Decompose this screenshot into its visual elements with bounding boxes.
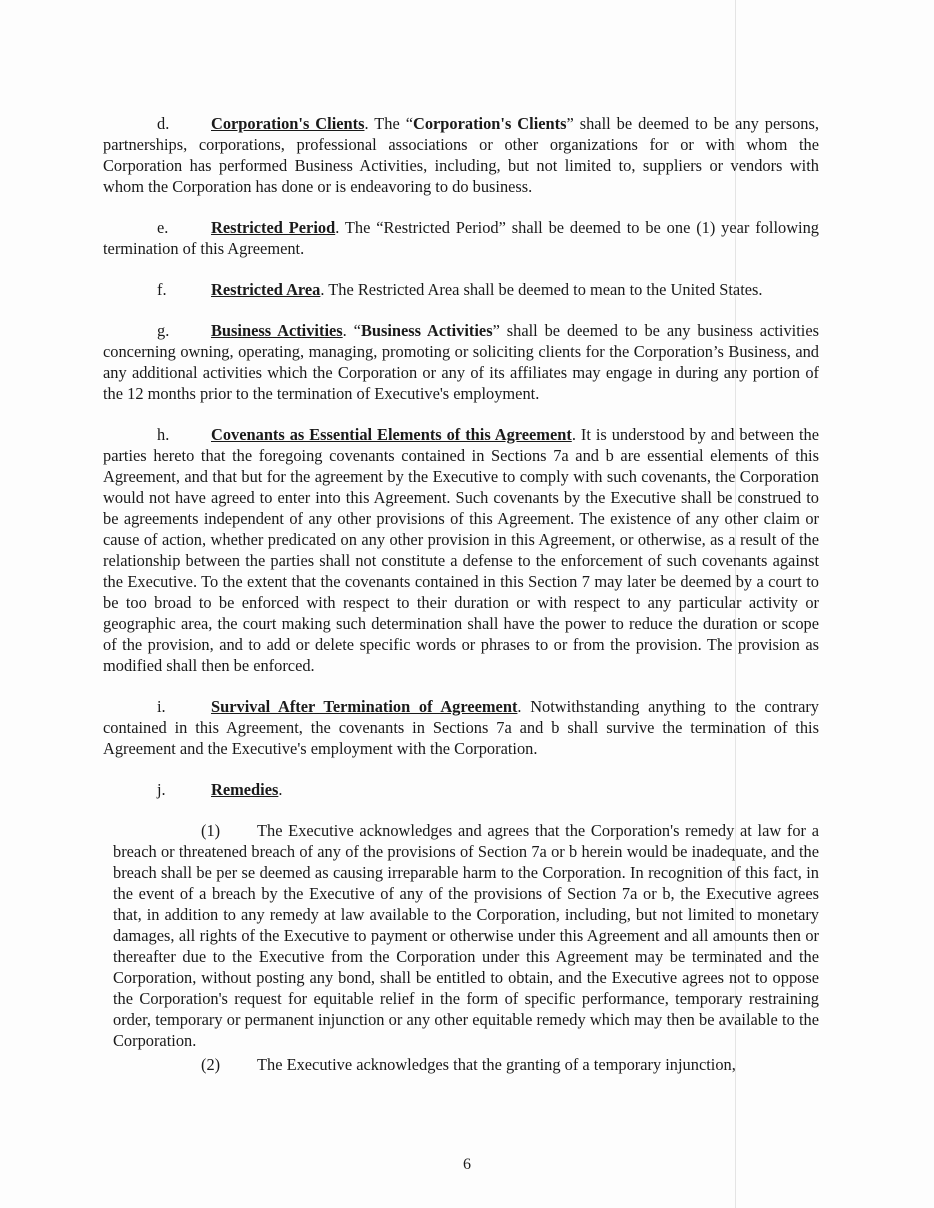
section-h: h. Covenants as Essential Elements of this Agreement. It is understood by and between the parties hereto that the foregoing covenants contained in Sections 7a and b are essential elements of this Agreement, and that but for the agreement by the Executive to comply with such covenants, the Corporation would not have agreed to enter into this Agreement. Such covenants by the Executive shall be construed to be agreements independent of any other provisions of this Agreement. The existence of any other claim or cause of action, whether predicated on any other provision in this Agreement, or otherwise, as a result of the relationship between the parties shall not constitute a defense to the enforcement of such covenants against the Executive. To the extent that the covenants contained in this Section 7 may later be deemed by a court to be too broad to be enforced with respect to their duration or with respect to any particular activity or geographic area, the court making such determination shall have the power to reduce the duration or scope of the provision, and to add or delete specific words or phrases to or from the provision. The provision as modified shall then be enforced. [103, 425, 819, 675]
page-number: 6 [463, 1156, 471, 1173]
subsection-text: The Executive acknowledges that the granting of a temporary injunction, [257, 1055, 736, 1074]
section-marker: g. [157, 321, 170, 340]
document-body [103, 113, 819, 1075]
subsection-marker: (1) [201, 821, 221, 840]
section-d: d. Corporation's Clients. The “Corporation's Clients” shall be deemed to be any persons, partnerships, corporations, professional associations or other organizations for or with whom the Corporation has performed Business Activities, including, but not limited to, suppliers or vendors with whom the Corporation has done or is endeavoring to do business. [103, 114, 819, 196]
section-text: ” shall be deemed to be any persons, partnerships, corporations, professional associations or other organizations for or with whom the Corporation has performed Business Activities, including, but not limited to, suppliers or vendors with whom the Corporation has done or is endeavoring to do business. [103, 114, 819, 196]
section-text: The Restricted Area shall be deemed to mean to the United States. [328, 280, 763, 299]
section-f: f. Restricted Area. The Restricted Area shall be deemed to mean to the United States. [103, 279, 819, 300]
section-marker: f. [157, 280, 167, 299]
section-heading: Business Activities [211, 321, 343, 340]
section-j: j. Remedies. [103, 779, 819, 800]
section-heading: Survival After Termination of Agreement [211, 697, 518, 716]
section-i: i. Survival After Termination of Agreement. Notwithstanding anything to the contrary contained in this Agreement, the covenants in Sections 7a and b shall survive the termination of this Agreement and the Executive's employment with the Corporation. [103, 697, 819, 758]
defined-term: Corporation's Clients [413, 114, 567, 133]
section-heading: Covenants as Essential Elements of this Agreement [211, 425, 572, 444]
defined-term: Business Activities [360, 321, 493, 340]
section-text: Notwithstanding anything to the contrary contained in this Agreement, the covenants in Sections 7a and b shall survive the termination of this Agreement and the Executive's employment with the Corporation. [103, 697, 819, 758]
section-text: The “Restricted Period” shall be deemed to be one (1) year following termination of this Agreement. [103, 218, 819, 258]
section-e: e. Restricted Period. The “Restricted Period” shall be deemed to be one (1) year following termination of this Agreement. [103, 218, 819, 258]
section-g: g. Business Activities. “Business Activities” shall be deemed to be any business activities concerning owning, operating, managing, promoting or soliciting clients for the Corporation’s Business, and any additional activities which the Corporation or any of its affiliates may engage in during any portion of the 12 months prior to the termination of Executive's employment. [103, 321, 819, 403]
section-marker: j. [157, 780, 166, 799]
section-heading: Remedies [211, 780, 279, 799]
section-heading: Corporation's Clients [211, 114, 365, 133]
section-marker: i. [157, 697, 166, 716]
section-heading: Restricted Area [211, 280, 321, 299]
subsection-text: The Executive acknowledges and agrees that the Corporation's remedy at law for a breach or threatened breach of any of the provisions of Section 7a or b herein would be inadequate, and the breach shall be per se deemed as causing irreparable harm to the Corporation. In recognition of this fact, in the event of a breach by the Executive of any of the provisions of Section 7a or b, the Executive agrees that, in addition to any remedy at law available to the Corporation, including, but not limited to monetary damages, all rights of the Executive to payment or otherwise under this Agreement and all amounts then or thereafter due to the Executive from the Corporation under this Agreement may be terminated and the Corporation, without posting any bond, shall be entitled to obtain, and the Executive agrees not to oppose the Corporation's request for equitable relief in the form of specific performance, temporary restraining order, temporary or permanent injunction or any other equitable remedy which may then be available to the Corporation. [113, 821, 819, 1050]
remedy-1 [103, 820, 819, 1051]
subsection-marker: (2) [201, 1055, 221, 1074]
section-text: ” shall be deemed to be any business activities concerning owning, operating, managing, promoting or soliciting clients for the Corporation’s Business, and any additional activities which the Corporation or any of its affiliates may engage in during any portion of the 12 months prior to the termination of Executive's employment. [103, 321, 819, 403]
section-marker: d. [157, 114, 170, 133]
section-marker: h. [157, 425, 170, 444]
remedy-2 [103, 1054, 819, 1075]
section-marker: e. [157, 218, 169, 237]
section-heading: Restricted Period [211, 218, 336, 237]
section-text: It is understood by and between the parties hereto that the foregoing covenants contained in Sections 7a and b are essential elements of this Agreement, and that but for the agreement by the Executive to comply with such covenants, the Corporation would not have agreed to enter into this Agreement. Such covenants by the Executive shall be construed to be agreements independent of any other provisions of this Agreement. The existence of any other claim or cause of action, whether predicated on any other provision in this Agreement, or otherwise, as a result of the relationship between the parties shall not constitute a defense to the enforcement of such covenants against the Executive. To the extent that the covenants contained in this Section 7 may later be deemed by a court to be too broad to be enforced with respect to their duration or with respect to any particular activity or geographic area, the court making such determination shall have the power to reduce the duration or scope of the provision, and to add or delete specific words or phrases to or from the provision. The provision as modified shall then be enforced. [103, 425, 819, 675]
